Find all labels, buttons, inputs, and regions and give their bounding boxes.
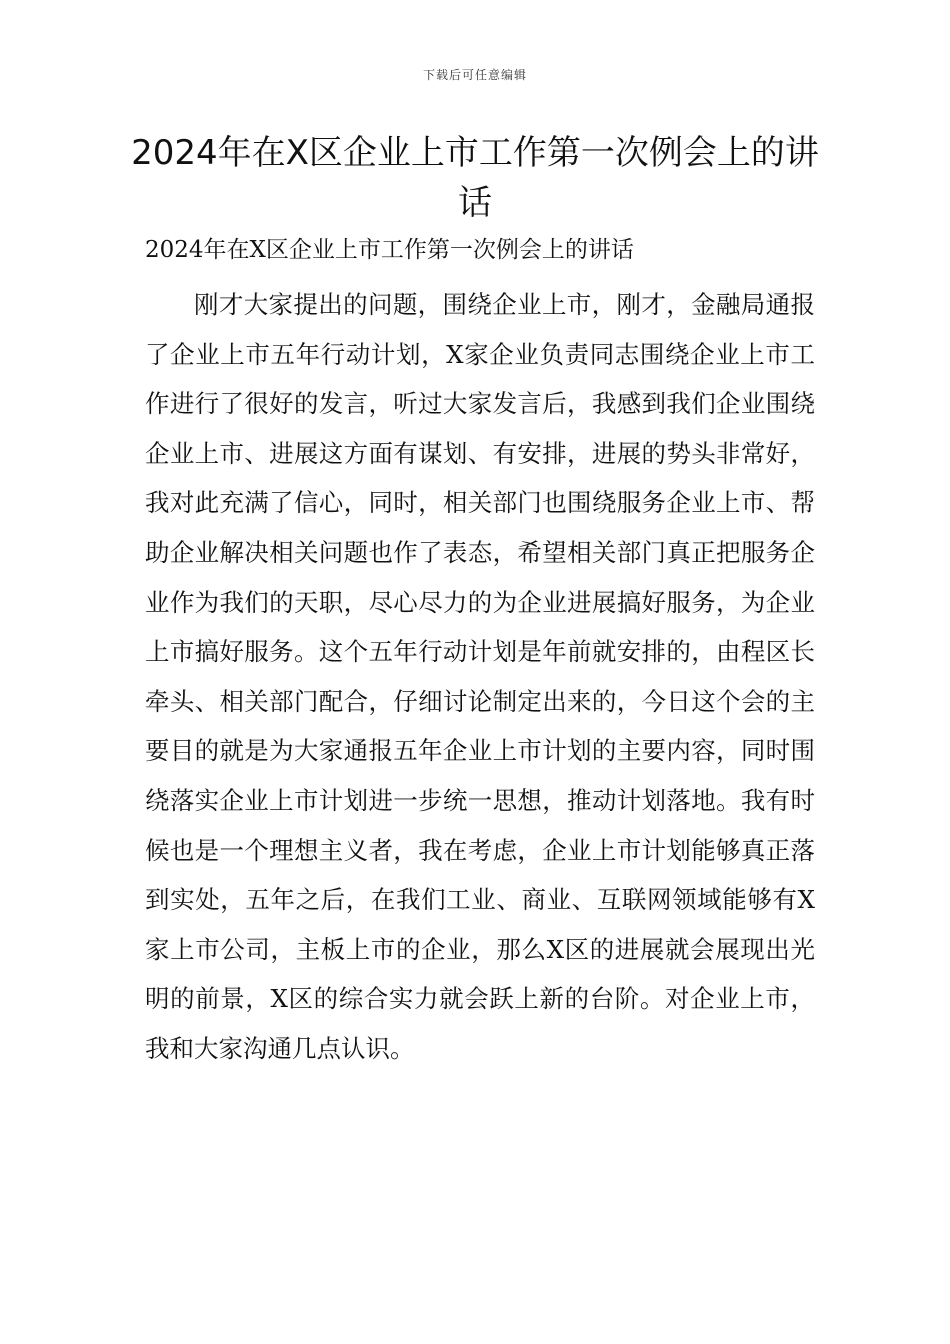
document-title: 2024年在X区企业上市工作第一次例会上的讲话 — [131, 133, 819, 223]
body-paragraph: 刚才大家提出的问题，围绕企业上市，刚才，金融局通报了企业上市五年行动计划，X家企业负责同志围绕企业上市工作进行了很好的发言，听过大家发言后，我感到我们企业围绕企业上市、进展这方面有谋划、有安排，进展的势头非常好，我对此充满了信心，同时，相关部门也围绕服务企业上市、帮助企业解决相关问题也作了表态，希望相关部门真正把服务企业作为我们的天职，尽心尽力的为企业进展搞好服务，为企业上市搞好服务。这个五年行动计划是年前就安排的，由程区长牵头、相关部门配合，仔细讨论制定出来的，今日这个会的主要目的就是为大家通报五年企业上市计划的主要内容，同时围绕落实企业上市计划进一步统一思想，推动计划落地。我有时候也是一个理想主义者，我在考虑，企业上市计划能够真正落到实处，五年之后，在我们工业、商业、互联网领域能够有X家上市公司，主板上市的企业，那么X区的进展就会展现出光明的前景，X区的综合实力就会跃上新的台阶。对企业上市，我和大家沟通几点认识。 — [145, 290, 815, 1063]
header-note: 下载后可任意编辑 — [422, 68, 527, 82]
document-subtitle: 2024年在X区企业上市工作第一次例会上的讲话 — [145, 237, 634, 263]
